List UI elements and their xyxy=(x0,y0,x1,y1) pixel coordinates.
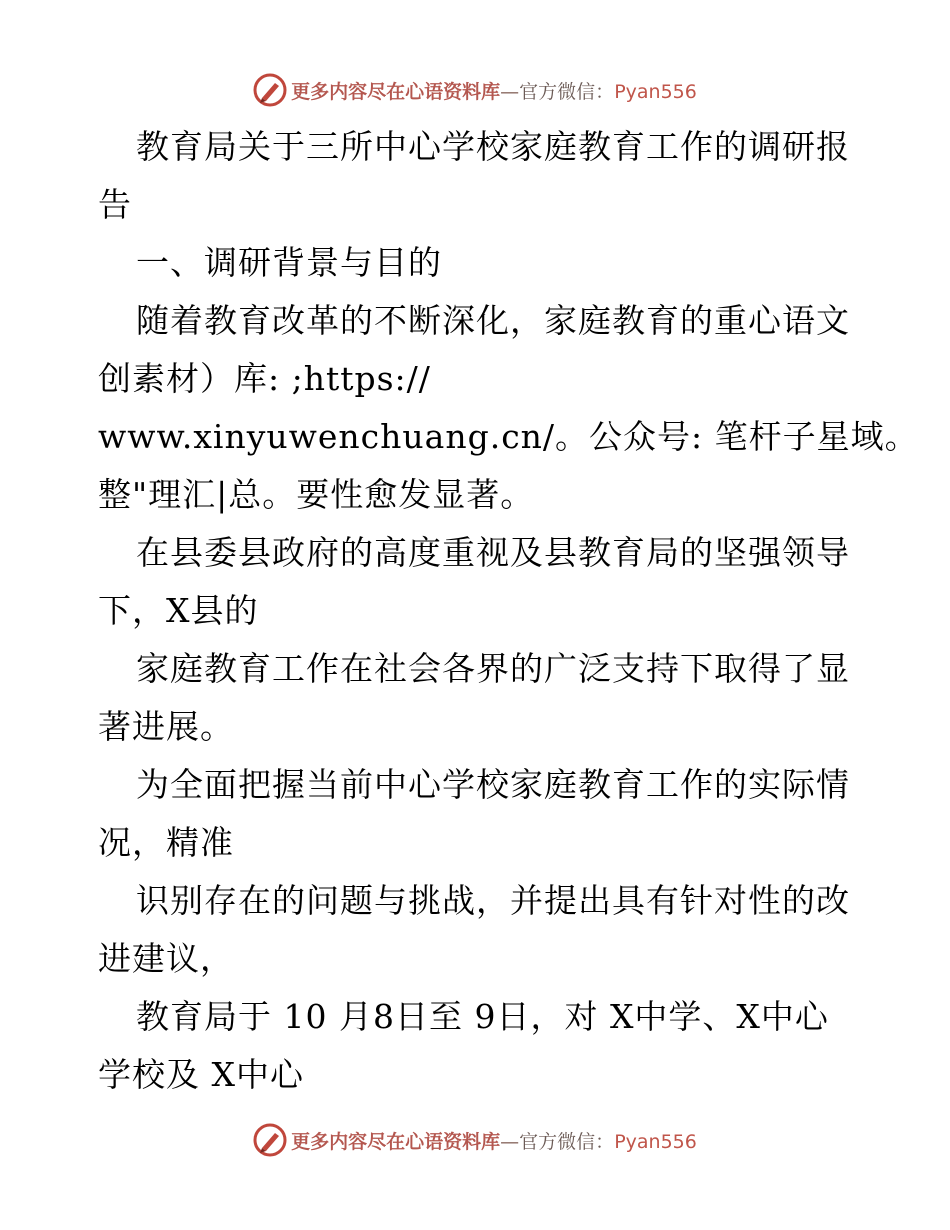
document-line: 创素材）库: ;https:// xyxy=(98,359,431,398)
document-body xyxy=(98,118,919,1104)
banner-wechat-label: 官方微信： xyxy=(519,80,615,103)
banner-text xyxy=(291,1127,697,1154)
banner-site-text: 更多内容尽在心语资料库 xyxy=(291,80,501,103)
document-line: 为全面把握当前中心学校家庭教育工作的实际情 xyxy=(136,765,850,804)
document-line: 家庭教育工作在社会各界的广泛支持下取得了显 xyxy=(136,649,850,688)
document-line: 告 xyxy=(98,185,132,224)
pen-logo-icon xyxy=(253,1123,287,1157)
document-line: 随着教育改革的不断深化，家庭教育的重心语文 xyxy=(136,301,850,340)
document-line: 识别存在的问题与挑战，并提出具有针对性的改 xyxy=(136,881,850,920)
banner-wechat-id: Pyan556 xyxy=(614,80,697,103)
banner-site-text: 更多内容尽在心语资料库 xyxy=(291,1130,501,1153)
document-line: www.xinyuwenchuang.cn/。公众号: 笔杆子星域。 xyxy=(98,417,919,456)
document-line: 整"理汇|总。要性愈发显著。 xyxy=(98,475,535,514)
document-line: 一、调研背景与目的 xyxy=(136,243,442,282)
footer-banner xyxy=(0,1120,950,1160)
banner-dash: — xyxy=(500,80,520,103)
document-line: 著进展。 xyxy=(98,707,234,746)
document-line: 学校及 X中心 xyxy=(98,1055,304,1094)
banner-wechat-id: Pyan556 xyxy=(614,1130,697,1153)
pen-logo-icon xyxy=(253,73,287,107)
banner-text xyxy=(291,77,697,104)
document-line: 在县委县政府的高度重视及县教育局的坚强领导 xyxy=(136,533,850,572)
document-line: 进建议， xyxy=(98,939,234,978)
header-banner xyxy=(0,70,950,110)
document-line: 下，X县的 xyxy=(98,591,259,630)
document-line: 况，精准 xyxy=(98,823,234,862)
banner-dash: — xyxy=(500,1130,520,1153)
document-line: 教育局关于三所中心学校家庭教育工作的调研报 xyxy=(136,127,850,166)
banner-wechat-label: 官方微信： xyxy=(519,1130,615,1153)
document-line: 教育局于 10 月8日至 9日，对 X中学、X中心 xyxy=(136,997,829,1036)
